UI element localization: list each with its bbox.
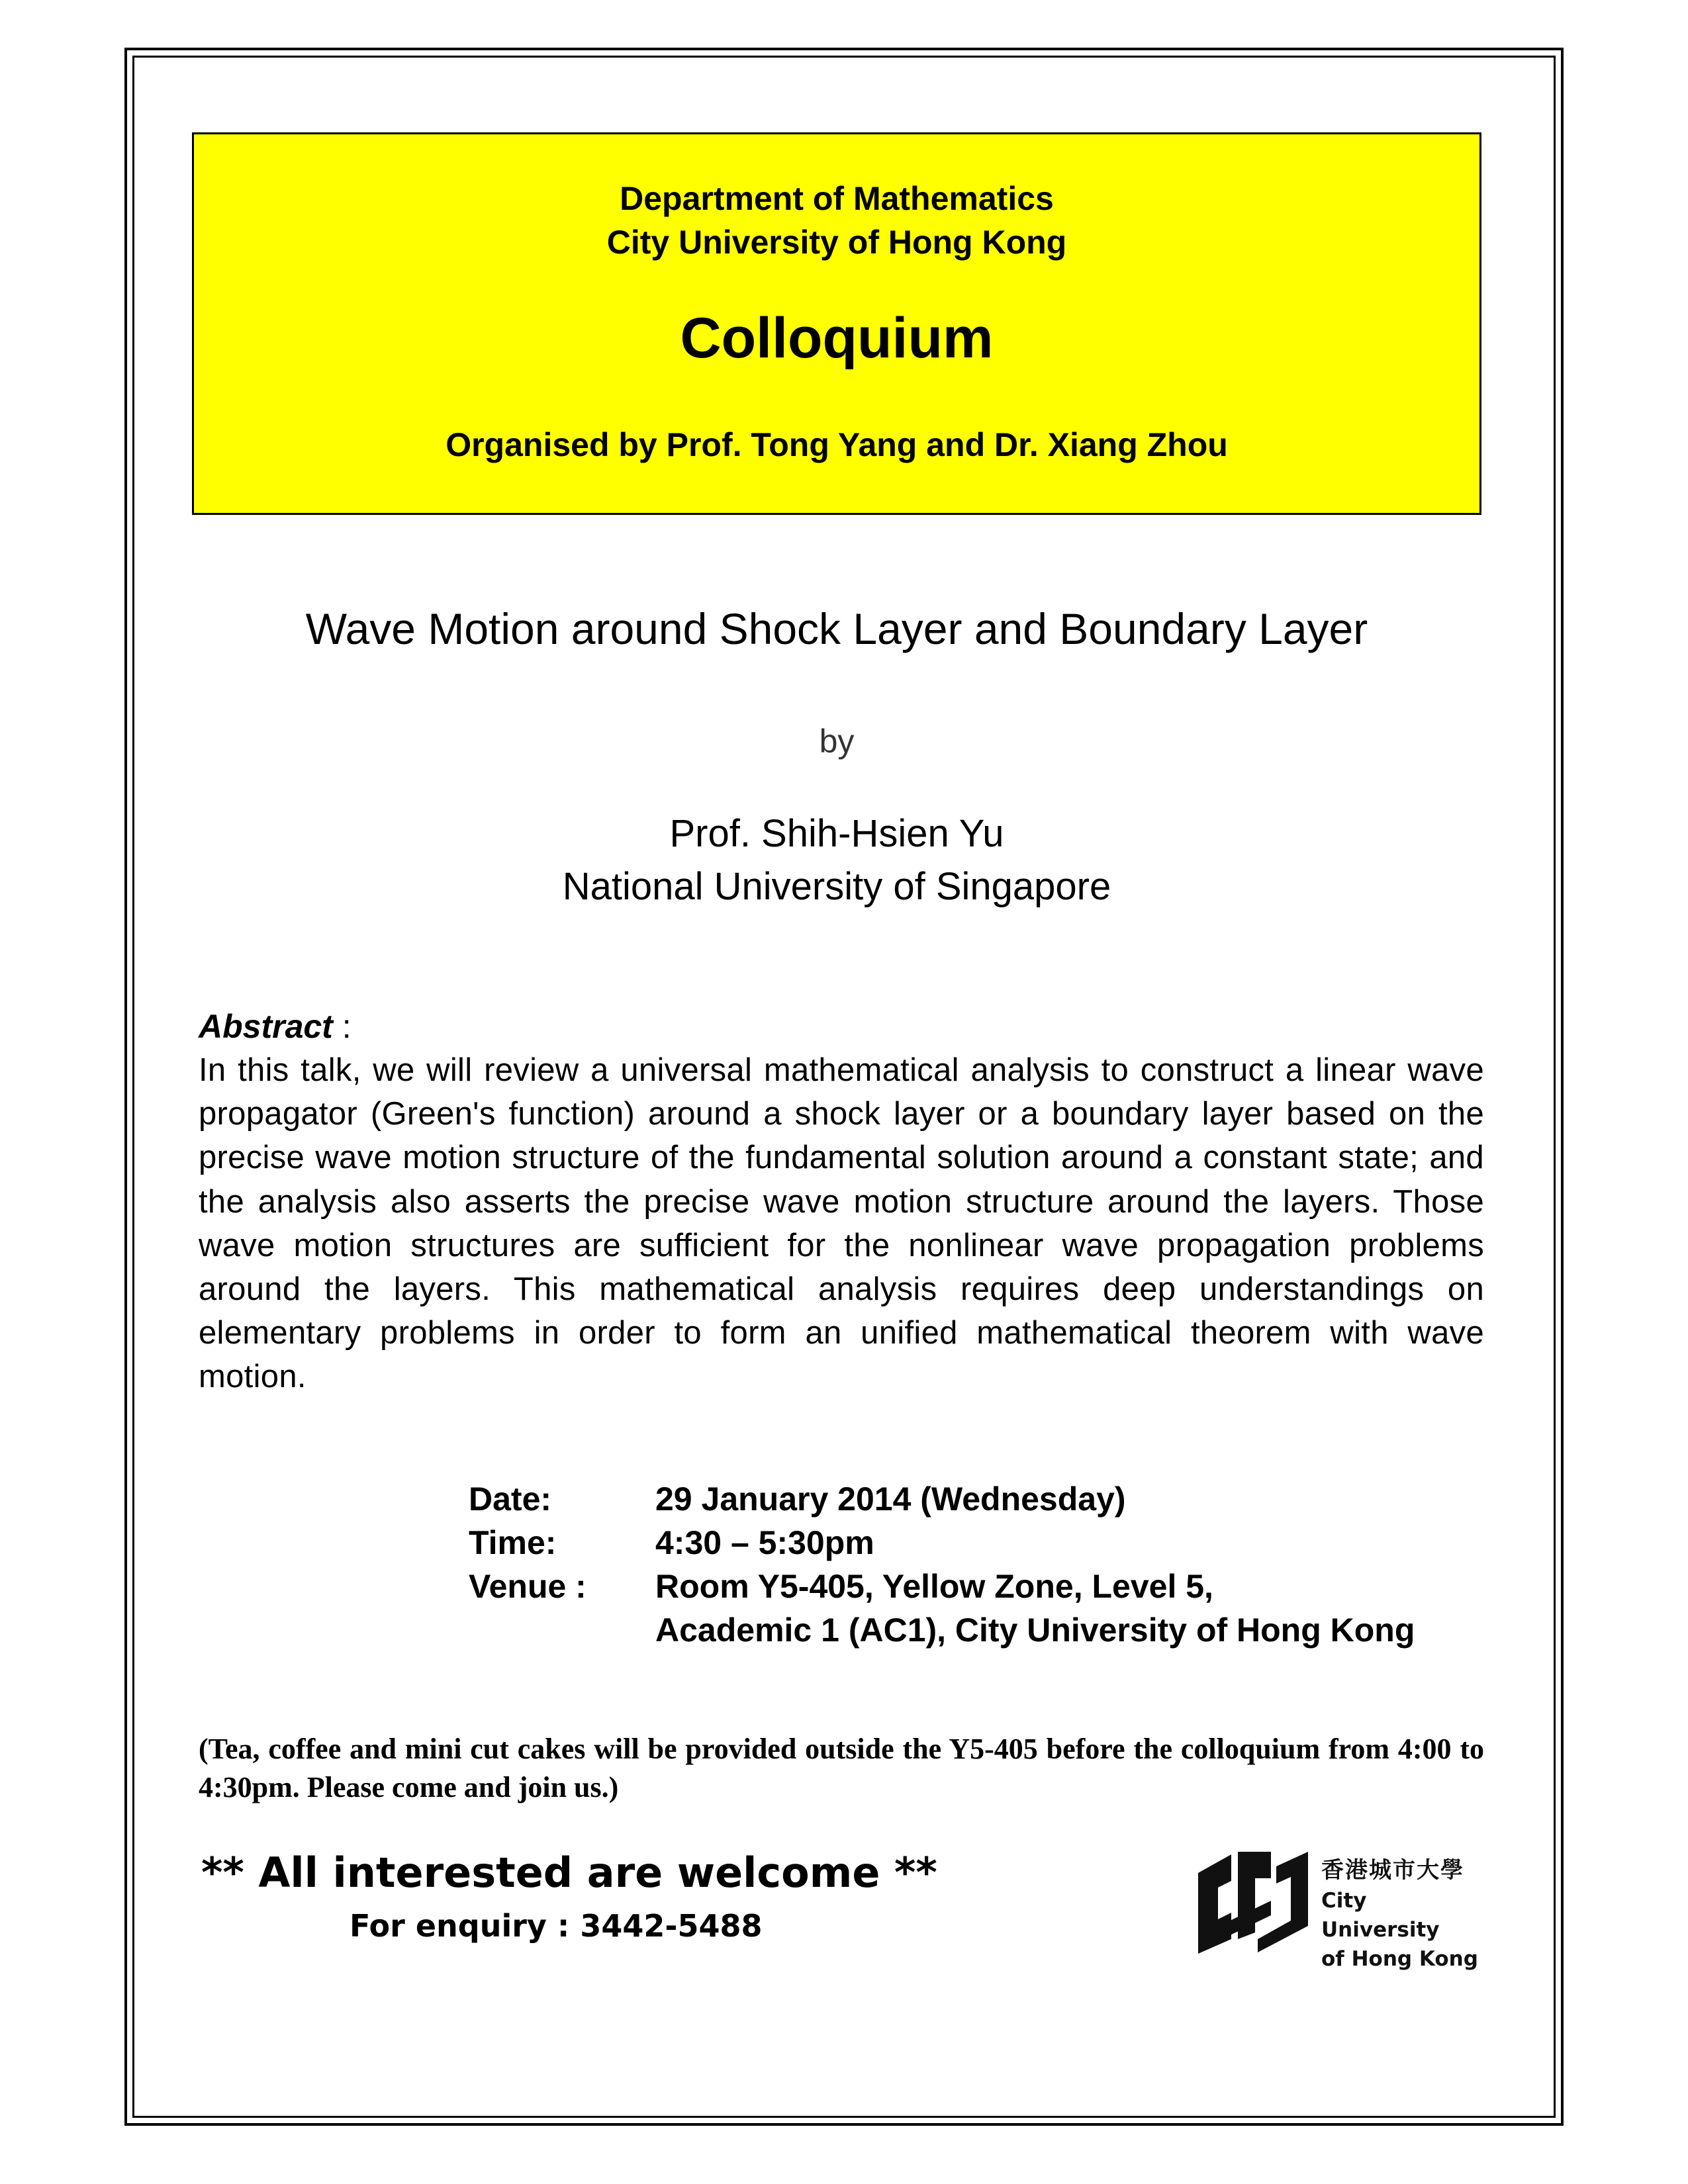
department-name: Department of Mathematics [620, 180, 1054, 217]
abstract-label: Abstract [199, 1008, 333, 1045]
header-box [192, 132, 1481, 515]
event-details [469, 1477, 1415, 1652]
logo-english-line-1: City University [1321, 1889, 1440, 1942]
refreshments-note: (Tea, coffee and mini cut cakes will be provided outside the Y5-405 before the colloquium from 4:00 to 4:30pm. Please come and join us.) [199, 1733, 1484, 1803]
cityu-logo-text [1321, 1854, 1483, 1974]
speaker-block [192, 807, 1481, 913]
talk-title: Wave Motion around Shock Layer and Boundary Layer [305, 604, 1368, 653]
date-label: Date: [469, 1480, 552, 1518]
logo-english-line-2: of Hong Kong [1321, 1947, 1478, 1971]
abstract-separator: : [332, 1008, 352, 1045]
event-type: Colloquium [680, 306, 994, 370]
venue-row-2 [469, 1608, 1415, 1652]
organisers: Organised by Prof. Tong Yang and Dr. Xiang Zhou [445, 426, 1228, 463]
venue-spacer [469, 1608, 655, 1652]
venue-label: Venue : [469, 1568, 586, 1605]
department-block [194, 177, 1479, 264]
speaker-affiliation: National University of Singapore [562, 865, 1111, 908]
by-label: by [819, 723, 855, 760]
time-row [469, 1521, 1415, 1565]
welcome-text: ** All interested are welcome ** [201, 1848, 937, 1897]
time-label: Time: [469, 1524, 557, 1561]
time-value: 4:30 – 5:30pm [655, 1524, 874, 1561]
university-name: City University of Hong Kong [606, 224, 1067, 261]
venue-line-2: Academic 1 (AC1), City University of Hong Kong [655, 1612, 1415, 1649]
enquiry-text: For enquiry : 3442-5488 [350, 1908, 763, 1944]
abstract-heading [199, 1005, 352, 1048]
cityu-logo-icon [1192, 1846, 1311, 1960]
abstract-text: In this talk, we will review a universal mathematical analysis to construct a linear wave propagator (Green's function) around a shock layer or a boundary layer based on the precise wave motion structure of the fundamental solution around a constant state; and the analysis also asserts the precise wave motion structure around the layers. Those wave motion structures are sufficient for the nonlinear wave propagation problems around the layers. This mathematical analysis requires deep understandings on elementary problems in order to form an unified mathematical theorem with wave motion. [199, 1052, 1484, 1395]
venue-line-1: Room Y5-405, Yellow Zone, Level 5, [655, 1568, 1213, 1605]
cityu-logo [1192, 1846, 1483, 1971]
logo-chinese-name: 香港城市大學 [1321, 1857, 1464, 1884]
date-value: 29 January 2014 (Wednesday) [655, 1480, 1126, 1518]
venue-row [469, 1565, 1415, 1608]
date-row [469, 1477, 1415, 1521]
speaker-name: Prof. Shih-Hsien Yu [669, 812, 1004, 855]
